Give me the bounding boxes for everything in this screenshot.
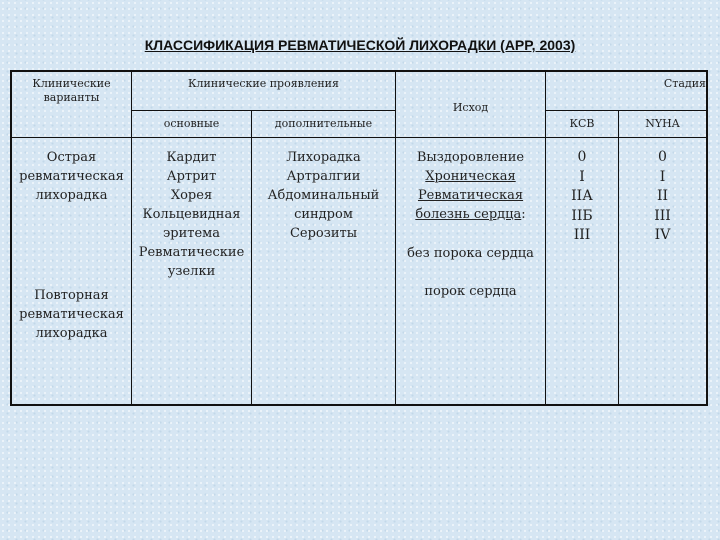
header-clinical-manifestations: Клинические проявления xyxy=(188,77,339,90)
ksv-values: 0 I IIА IIБ III xyxy=(571,149,593,243)
header-main: основные xyxy=(163,117,220,130)
divider-h2 xyxy=(10,137,708,138)
outcome-cell xyxy=(396,148,545,224)
header-outcome: Исход xyxy=(452,101,489,114)
additional-manifestations: Лихорадка Артралгии Абдоминальный синдром Серозиты xyxy=(267,150,380,241)
variant-recurrent: Повторная ревматическая лихорадка xyxy=(19,288,124,341)
header-stage: Стадия xyxy=(663,77,706,90)
classification-table xyxy=(10,70,708,406)
outcome-no-defect: без порока сердца xyxy=(407,246,534,261)
divider-h1 xyxy=(131,110,395,111)
table-border-bottom xyxy=(10,404,708,406)
outcome-chronic-line2: Ревматическая xyxy=(417,188,524,203)
table-border-top xyxy=(10,70,708,72)
outcome-chronic-line3: болезнь сердца: xyxy=(415,207,526,222)
table-border-left xyxy=(10,70,12,406)
nyha-values: 0 I II III IV xyxy=(654,149,671,243)
divider-h1b xyxy=(545,110,708,111)
header-nyha: NYHA xyxy=(645,117,680,130)
header-ksv: КСВ xyxy=(569,117,595,130)
outcome-defect: порок сердца xyxy=(424,284,517,299)
outcome-chronic-line1: Хроническая xyxy=(425,169,516,184)
outcome-recovery: Выздоровление xyxy=(416,150,525,165)
variant-acute: Острая ревматическая лихорадка xyxy=(19,150,124,203)
divider-v3 xyxy=(395,70,396,406)
page-title: КЛАССИФИКАЦИЯ РЕВМАТИЧЕСКОЙ ЛИХОРАДКИ (АРР, 2003) xyxy=(144,37,576,53)
header-additional: дополнительные xyxy=(274,117,373,130)
header-clinical-variants: Клинические варианты xyxy=(32,77,111,104)
table-border-right xyxy=(706,70,708,406)
main-manifestations: Кардит Артрит Хорея Кольцевидная эритема Ревматические узелки xyxy=(138,150,245,279)
